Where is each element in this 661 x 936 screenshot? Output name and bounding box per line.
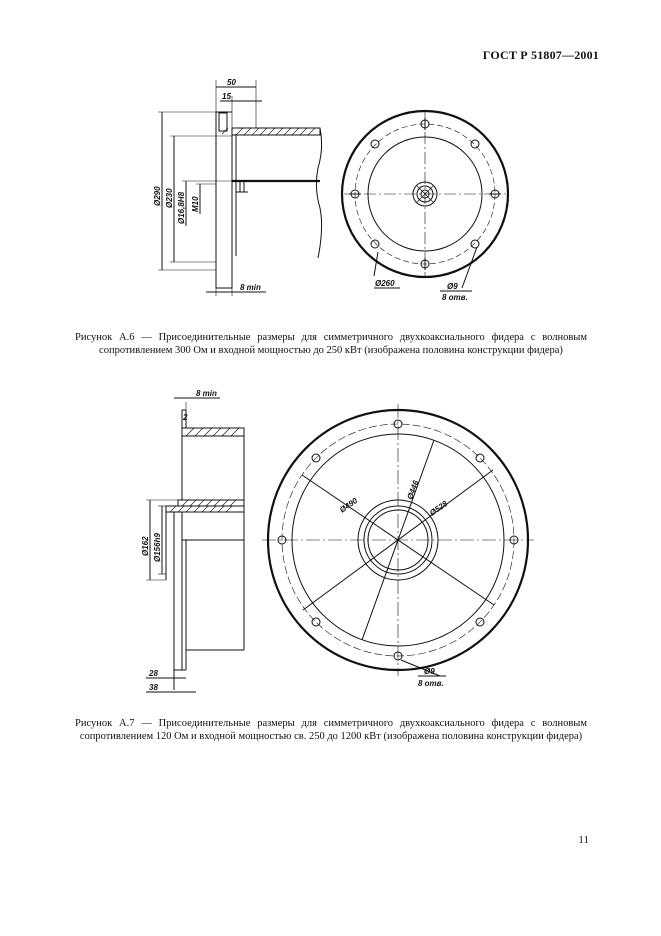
a6-dim-m10: M10: [191, 196, 200, 212]
a7-dim-38: 38: [149, 683, 158, 692]
a6-dim-dia-260: Ø260: [375, 279, 395, 288]
a7-dim-holes-count: 8 отв.: [418, 679, 444, 688]
a7-dim-dia-528: Ø528: [427, 499, 450, 518]
a7-dim-dia-446: Ø446: [405, 479, 421, 501]
a7-dim-8min: 8 min: [196, 389, 217, 398]
figure-a7-caption: Рисунок А.7 — Присоединительные размеры для симметричного двухкоаксиального фидера с волновым сопротивлением 120 Ом и входной мощностью св. 250 до 1200 кВт (изображена половина конструкции фидера): [75, 718, 587, 742]
a6-dim-dia-290: Ø290: [153, 186, 162, 206]
a7-dim-2: 2: [183, 413, 188, 422]
a6-dim-8min: 8 min: [240, 283, 261, 292]
figure-a6-caption: Рисунок А.6 — Присоединительные размеры для симметричного двухкоаксиального фидера с волновым сопротивлением 300 Ом и входной мощностью до 250 кВт (изображена половина конструкции фидера): [75, 332, 587, 356]
a6-front-view: [342, 111, 508, 302]
page-number: 11: [578, 834, 589, 846]
a7-side-view: [141, 389, 244, 692]
a6-dim-hole-9: Ø9: [447, 282, 458, 291]
a6-dim-holes-count: 8 отв.: [442, 293, 468, 302]
a7-dim-dia-162: Ø162: [141, 536, 150, 556]
figure-a7-drawing: [0, 380, 661, 710]
a6-dim-15: 15: [222, 92, 231, 101]
a6-side-view: [153, 78, 322, 296]
a7-dim-hole-9: Ø9: [424, 667, 435, 676]
document-header: ГОСТ Р 51807—2001: [482, 48, 599, 62]
figure-a6-drawing: [0, 0, 661, 330]
a6-dim-50: 50: [227, 78, 236, 87]
a7-front-view: [262, 404, 534, 688]
a7-dim-dia-156: Ø156h9: [153, 533, 162, 562]
a7-dim-dia-490: Ø490: [337, 496, 360, 515]
a6-dim-dia-230: Ø230: [165, 188, 174, 208]
a7-dim-28: 28: [149, 669, 158, 678]
a6-dim-dia-thread: Ø16,8H8: [177, 191, 186, 224]
